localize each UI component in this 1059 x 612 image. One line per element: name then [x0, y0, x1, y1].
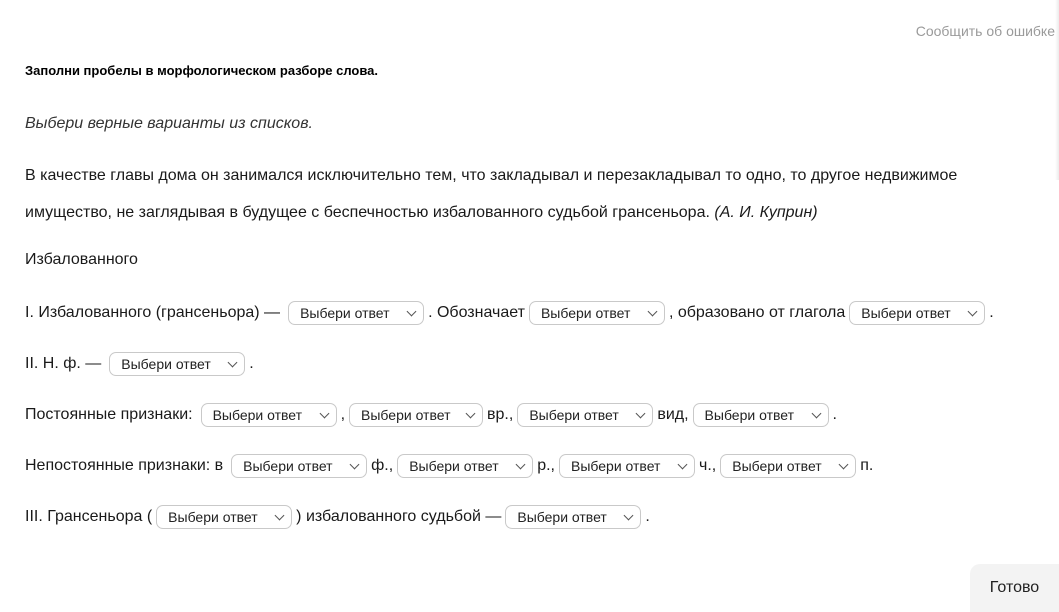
select-label: Выбери ответ: [300, 305, 390, 321]
chevron-down-icon: [647, 307, 657, 317]
chevron-down-icon: [636, 409, 646, 419]
select-label: Выбери ответ: [121, 356, 211, 372]
quote: [25, 157, 1035, 231]
row-3-text-5: .: [832, 406, 837, 423]
row-1-text-2: . Обозначает: [428, 304, 525, 321]
row-3-text-1: Постоянные признаки:: [25, 406, 193, 423]
row-5-text-1: III. Грансеньора (: [25, 508, 153, 525]
select-label: Выбери ответ: [861, 305, 951, 321]
chevron-down-icon: [275, 511, 285, 521]
chevron-down-icon: [466, 409, 476, 419]
chevron-down-icon: [811, 409, 821, 419]
select-label: Выбери ответ: [409, 458, 499, 474]
answer-select-8[interactable]: [693, 403, 829, 427]
row-3: [25, 402, 837, 428]
row-4-text-5: п.: [860, 457, 874, 474]
select-label: Выбери ответ: [529, 407, 619, 423]
select-label: Выбери ответ: [732, 458, 822, 474]
hint: Выбери верные варианты из списков.: [25, 115, 313, 132]
select-label: Выбери ответ: [361, 407, 451, 423]
done-button[interactable]: Готово: [970, 564, 1059, 612]
row-1-text-3: , образовано от глагола: [668, 304, 846, 321]
select-label: Выбери ответ: [704, 407, 794, 423]
chevron-down-icon: [839, 460, 849, 470]
instruction: Заполни пробелы в морфологическом разборе слова.: [25, 63, 379, 78]
chevron-down-icon: [319, 409, 329, 419]
select-label: Выбери ответ: [168, 509, 258, 525]
answer-select-9[interactable]: [231, 454, 367, 478]
row-5: [25, 504, 650, 530]
quote-author: (А. И. Куприн): [714, 204, 818, 221]
row-5-text-2: ) избалованного судьбой —: [296, 508, 502, 525]
answer-select-13[interactable]: [156, 505, 292, 529]
row-1-text-1: I. Избалованного (грансеньора) —: [25, 304, 281, 321]
select-label: Выбери ответ: [517, 509, 607, 525]
row-1: [25, 300, 994, 326]
answer-select-14[interactable]: [505, 505, 641, 529]
select-label: Выбери ответ: [540, 305, 631, 321]
row-4-text-3: р.,: [537, 457, 555, 474]
row-5-text-3: .: [645, 508, 650, 525]
answer-select-1[interactable]: [288, 301, 424, 325]
chevron-down-icon: [624, 511, 634, 521]
analyzed-word: Избалованного: [25, 251, 138, 268]
chevron-down-icon: [516, 460, 526, 470]
answer-select-12[interactable]: [720, 454, 856, 478]
row-2: [25, 351, 254, 377]
report-error-link[interactable]: Сообщить об ошибке: [915, 23, 1055, 39]
answer-select-3[interactable]: [849, 301, 985, 325]
chevron-down-icon: [407, 307, 417, 317]
chevron-down-icon: [350, 460, 360, 470]
answer-select-6[interactable]: [349, 403, 483, 427]
answer-select-7[interactable]: [517, 403, 653, 427]
chevron-down-icon: [968, 307, 978, 317]
answer-select-10[interactable]: [397, 454, 533, 478]
answer-select-4[interactable]: [109, 352, 245, 376]
chevron-down-icon: [678, 460, 688, 470]
row-4-text-2: ф.,: [371, 457, 394, 474]
edge-shadow: [1055, 0, 1059, 180]
row-3-text-2: ,: [340, 406, 346, 423]
row-2-text-1: II. Н. ф. —: [25, 355, 102, 372]
answer-select-2[interactable]: [529, 301, 665, 325]
row-3-text-4: вид,: [657, 406, 689, 423]
answer-select-11[interactable]: [559, 454, 695, 478]
row-2-text-2: .: [249, 355, 254, 372]
row-4: [25, 453, 873, 479]
row-1-text-4: .: [989, 304, 994, 321]
select-label: Выбери ответ: [243, 458, 333, 474]
select-label: Выбери ответ: [571, 458, 661, 474]
row-3-text-3: вр.,: [487, 406, 514, 423]
row-4-text-1: Непостоянные признаки: в: [25, 457, 224, 474]
answer-select-5[interactable]: [201, 403, 337, 427]
select-label: Выбери ответ: [212, 407, 303, 423]
chevron-down-icon: [228, 358, 238, 368]
quote-text: В качестве главы дома он занимался исключительно тем, что закладывал и перезакладывал то одно, то другое недвижимое имущество, не заглядывая в будущее с беспечностью избалованного судьбой грансеньора.: [25, 167, 958, 221]
row-4-text-4: ч.,: [699, 457, 717, 474]
